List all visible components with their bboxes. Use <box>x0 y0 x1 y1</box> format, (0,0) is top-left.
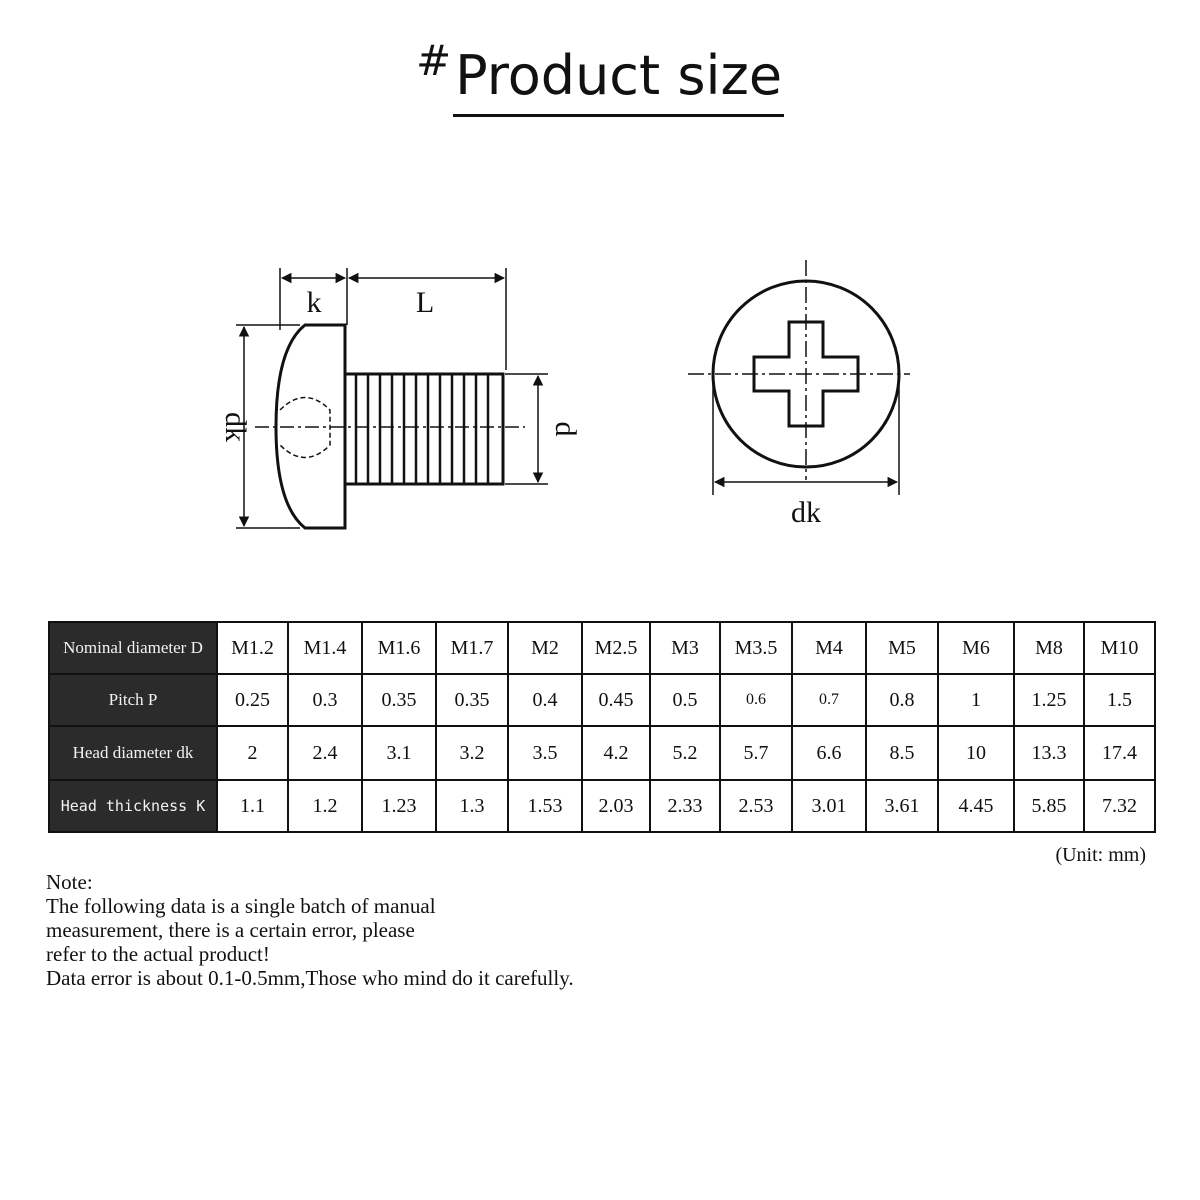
table-cell: M4 <box>792 622 866 674</box>
title-text: Product size <box>453 40 784 117</box>
screw-dimension-diagram <box>0 250 1200 570</box>
table-cell: 1.2 <box>288 780 362 832</box>
table-cell: M2 <box>508 622 582 674</box>
table-cell: M3 <box>650 622 720 674</box>
table-cell: 1 <box>938 674 1014 726</box>
table-cell: M1.7 <box>436 622 508 674</box>
table-cell: 1.1 <box>217 780 288 832</box>
table-cell: 2.03 <box>582 780 650 832</box>
table-cell: 1.23 <box>362 780 436 832</box>
table-cell: 6.6 <box>792 726 866 780</box>
table-cell: 4.2 <box>582 726 650 780</box>
table-cell: 1.3 <box>436 780 508 832</box>
table-cell: M6 <box>938 622 1014 674</box>
table-cell: 0.6 <box>720 674 792 726</box>
table-cell: 0.35 <box>362 674 436 726</box>
table-cell: 2.4 <box>288 726 362 780</box>
note-block <box>46 870 746 990</box>
table-cell: 13.3 <box>1014 726 1084 780</box>
label-L: L <box>415 286 435 319</box>
table-cell: 1.53 <box>508 780 582 832</box>
table-cell: 2.33 <box>650 780 720 832</box>
table-cell: M5 <box>866 622 938 674</box>
table-cell: 5.85 <box>1014 780 1084 832</box>
table-cell: 1.25 <box>1014 674 1084 726</box>
table-cell: M10 <box>1084 622 1155 674</box>
table-cell: 3.5 <box>508 726 582 780</box>
note-line: measurement, there is a certain error, please <box>46 918 415 942</box>
table-cell: 1.5 <box>1084 674 1155 726</box>
row-header: Head thickness K <box>49 780 217 832</box>
label-dk-side: dk <box>219 412 252 442</box>
table-cell: M1.6 <box>362 622 436 674</box>
row-header: Head diameter dk <box>49 726 217 780</box>
note-line: Data error is about 0.1-0.5mm,Those who mind do it carefully. <box>46 966 574 990</box>
table-cell: 2.53 <box>720 780 792 832</box>
note-line: Note: <box>46 870 93 894</box>
table-cell: 2 <box>217 726 288 780</box>
table-cell: 4.45 <box>938 780 1014 832</box>
table-cell: 0.4 <box>508 674 582 726</box>
table-cell: 10 <box>938 726 1014 780</box>
note-line: refer to the actual product! <box>46 942 270 966</box>
label-d: d <box>549 421 582 437</box>
screw-drawing <box>0 250 1200 570</box>
row-header: Pitch P <box>49 674 217 726</box>
title-hash: # <box>415 36 452 85</box>
row-header: Nominal diameter D <box>49 622 217 674</box>
table-cell: 0.5 <box>650 674 720 726</box>
label-dk-top: dk <box>791 496 821 529</box>
unit-label: (Unit: mm) <box>1055 844 1146 866</box>
table-cell: 7.32 <box>1084 780 1155 832</box>
table-cell: M1.4 <box>288 622 362 674</box>
table-cell: 0.7 <box>792 674 866 726</box>
side-view <box>236 268 548 528</box>
table-cell: 3.1 <box>362 726 436 780</box>
table-cell: 0.3 <box>288 674 362 726</box>
spec-table <box>48 621 1156 833</box>
top-view <box>688 260 910 495</box>
table-cell: 3.61 <box>866 780 938 832</box>
table-cell: 0.35 <box>436 674 508 726</box>
label-k: k <box>306 286 322 319</box>
table-cell: 0.8 <box>866 674 938 726</box>
table-cell: M3.5 <box>720 622 792 674</box>
table-cell: 5.7 <box>720 726 792 780</box>
table-cell: 8.5 <box>866 726 938 780</box>
table-cell: M8 <box>1014 622 1084 674</box>
page-title <box>0 36 1200 117</box>
table-cell: 0.25 <box>217 674 288 726</box>
table-cell: 17.4 <box>1084 726 1155 780</box>
table-cell: 0.45 <box>582 674 650 726</box>
table-row <box>49 622 1155 674</box>
table-cell: 3.2 <box>436 726 508 780</box>
note-line: The following data is a single batch of manual <box>46 894 436 918</box>
table-cell: 3.01 <box>792 780 866 832</box>
table-cell: M2.5 <box>582 622 650 674</box>
table-row <box>49 674 1155 726</box>
table-row <box>49 780 1155 832</box>
table-cell: 5.2 <box>650 726 720 780</box>
table-cell: M1.2 <box>217 622 288 674</box>
table-row <box>49 726 1155 780</box>
